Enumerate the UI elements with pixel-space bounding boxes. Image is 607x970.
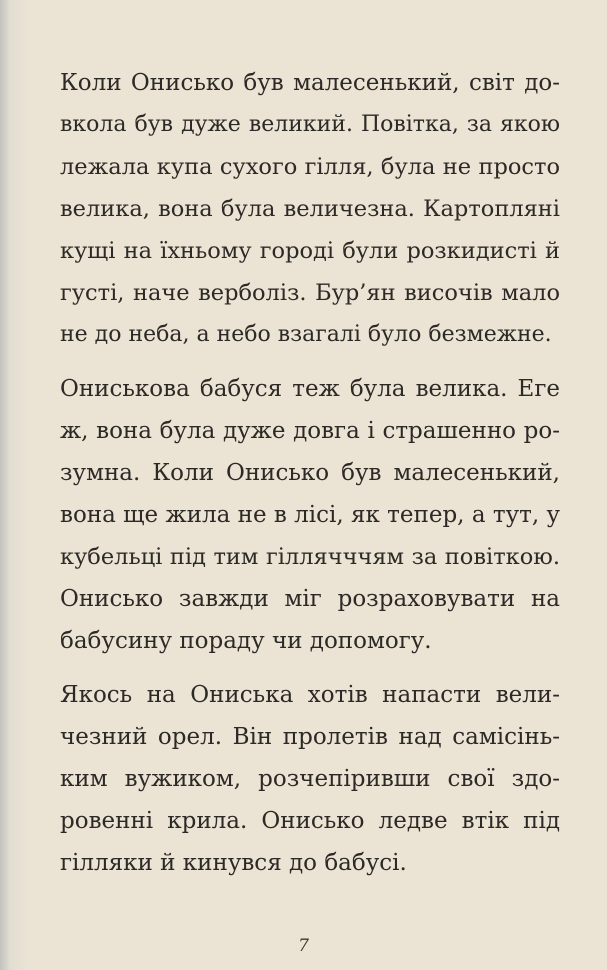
text-line: ким вужиком, розчепіривши свої здо- [60, 766, 560, 792]
text-line: гілляки й кинувся до бабусі. [60, 850, 407, 876]
text-line: Онисько завжди міг розраховувати на [60, 586, 560, 612]
text-line: вкола був дуже великий. Повітка, за якою [60, 112, 560, 137]
paragraph-1 [60, 62, 560, 356]
text-line: лежала купа сухого гілля, була не просто [60, 154, 560, 180]
text-line: вона ще жила не в лісі, як тепер, а тут, у [60, 502, 560, 528]
page-number: 7 [298, 936, 309, 956]
text-line: густі, наче верболіз. Бур’ян височів мало [60, 280, 560, 306]
paragraph-2 [60, 368, 560, 662]
text-line: велика, вона була величезна. Картопляні [60, 196, 560, 222]
text-line: Якось на Ониська хотів напасти вели- [60, 682, 560, 708]
text-line: не до неба, а небо взагалі було безмежне. [60, 322, 552, 347]
text-line: зумна. Коли Онисько був малесенький, [60, 460, 560, 486]
text-line: ж, вона була дуже довга і страшенно ро- [60, 418, 560, 444]
text-line: Коли Онисько був малесенький, світ до- [60, 70, 560, 96]
text-line: кубельці під тим гіллячччям за повіткою. [60, 544, 560, 570]
text-line: ровенні крила. Онисько ледве втік під [60, 808, 560, 834]
text-line: кущі на їхньому городі були розкидисті й [60, 238, 560, 264]
text-line: чезний орел. Він пролетів над самісінь- [60, 724, 560, 750]
paragraph-3 [60, 674, 560, 884]
text-line: Ониськова бабуся теж була велика. Еге [60, 376, 560, 402]
text-line: бабусину пораду чи допомогу. [60, 628, 432, 654]
page-text [60, 62, 560, 896]
